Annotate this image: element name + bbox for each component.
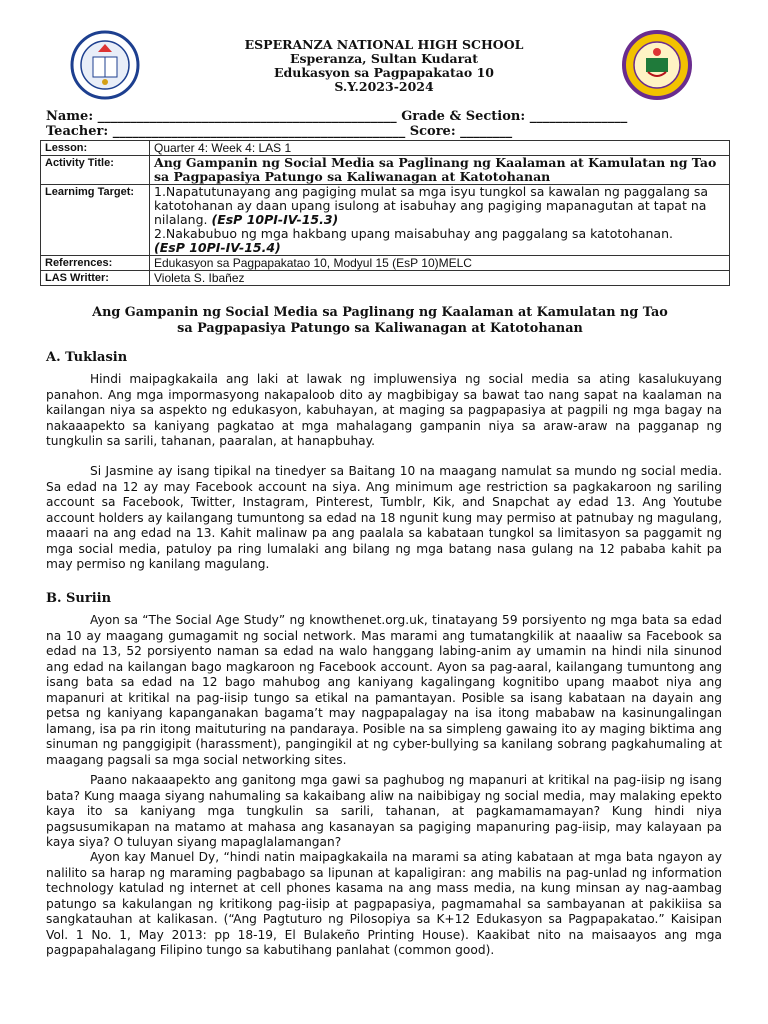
grade-line[interactable]: _______________	[529, 109, 628, 124]
section-b-heading: B. Suriin	[46, 591, 112, 606]
school-name: ESPERANZA NATIONAL HIGH SCHOOL	[244, 37, 524, 52]
teacher-line[interactable]: _____________________________________________	[112, 124, 406, 139]
document-header	[0, 30, 768, 100]
school-location: Esperanza, Sultan Kudarat	[289, 51, 479, 66]
main-title-line1: Ang Gampanin ng Social Media sa Paglinang ng Kaalaman at Kamulatan ng Tao	[92, 305, 668, 320]
teacher-row	[46, 124, 736, 139]
lesson-value: Quarter 4: Week 4: LAS 1	[150, 141, 730, 156]
activity-title-label: Activity Title:	[41, 156, 150, 185]
section-b-paragraph-2: Paano nakaaapekto ang ganitong mga gawi sa paghubog ng mapanuri at kritikal na pag-iisip ng isang bata? Kung maaga siyang nahumaling sa kakaibang aliw na naibibigay ng social media, may malaking epekto kaya ito sa kaniyang mga tungkulin sa sarili, tahanan, at pagkamamamayan? Kung hindi niya pagsusumikapan na matamo at mahasa ang kasanayan sa pagiging mapanuring pag-iisip, may kalayaan pa kaya siya? O tuluyan siyang mapaglalamangan?	[46, 773, 722, 849]
name-line[interactable]: ______________________________________________	[97, 109, 397, 124]
target-2-code: (EsP 10PI-IV-15.4)	[154, 240, 281, 255]
writer-value: Violeta S. Ibañez	[150, 271, 730, 286]
section-a-heading: A. Tuklasin	[46, 350, 128, 365]
table-row	[41, 156, 730, 185]
score-label: Score:	[409, 124, 456, 139]
subject-name: Edukasyon sa Pagpapakatao 10	[274, 65, 494, 80]
school-year: S.Y.2023-2024	[334, 79, 434, 94]
section-a-paragraph-1: Hindi maipagkakaila ang laki at lawak ng impluwensiya ng social media sa ating kasalukuyang panahon. Ang mga impormasyong nakapaloob dito ay magbibigay sa bawat tao nang sapat na kaalaman na kailangan niya sa aspekto ng edukasyon, kabuhayan, at maging sa pagpapasiya at pagpili ng mga bagay na nakaaapekto sa kaniyang pagkatao at mga mahalagang gampanin niya sa araw-araw na pagganap ng tungkulin sa sarili, tahanan, paaralan, at hanapbuhay.	[46, 372, 722, 448]
main-title-line2: sa Pagpapasiya Patungo sa Kaliwanagan at Katotohanan	[177, 321, 583, 336]
table-row	[41, 271, 730, 286]
score-line[interactable]: ________	[460, 124, 513, 139]
name-label: Name:	[46, 109, 94, 124]
table-row	[41, 256, 730, 271]
school-header-text	[0, 38, 768, 94]
table-row	[41, 141, 730, 156]
main-title	[30, 305, 730, 337]
section-b-paragraph-3: Ayon kay Manuel Dy, “hindi natin maipagkakaila na marami sa ating kabataan at mga bata ngayon ay nalilito sa harap ng maraming pagbabago sa lipunan at kapaligiran: ang mabilis na pag-unlad ng information technology katulad ng internet at cell phones kasama na ang mass media, na kung minsan ay nag-aambag patungo sa kakulangan ng kritikong pag-iisip at pagpapasiya, pagmamahal sa sambayanan at pakikiisa sa sangkatauhan at kalikasan. (“Ang Pagtuturo ng Pilosopiya sa K+12 Edukasyon sa Pagpapakatao.” Kaisipan Vol. 1 No. 1, May 2013: pp 18-19, El Bulakeño Printing House). Kaakibat nito na maisaayos ang mga pagpapahalagang Filipino tungo sa kabutihang panlahat (common good).	[46, 850, 722, 957]
name-row	[46, 109, 736, 124]
teacher-label: Teacher:	[46, 124, 109, 139]
section-a-paragraph-2: Si Jasmine ay isang tipikal na tinedyer sa Baitang 10 na maagang namulat sa mundo ng social media. Sa edad na 12 ay may Facebook account na siya. Ang minimum age restriction sa pagkakaroon ng sariling account sa Facebook, Twitter, Instagram, Pinterest, Tumblr, Kik, and Snapchat ay edad 13. Ang Youtube account holders ay kailangang tumuntong sa edad na 18 ngunit kung may permiso at patnubay ng magulang, maaari na ang edad na 13. Kahit malinaw pa ang paalala sa kabataan tungkol sa limitasyon sa paggamit ng mga social media, patuloy pa ring lumalaki ang bilang ng mga batang nasa gulang na 12 pababa kahit pa may permiso ng kanilang magulang.	[46, 464, 722, 571]
learning-target-label: Learnimg Target:	[41, 185, 150, 256]
references-label: Referrences:	[41, 256, 150, 271]
learning-target-value	[150, 185, 730, 256]
table-row	[41, 185, 730, 256]
target-2: 2.Nakabubuo ng mga hakbang upang maisabuhay ang paggalang sa katotohanan.	[154, 226, 673, 241]
target-1: 1.Napatutunayang ang pagiging mulat sa mga isyu tungkol sa kawalan ng paggalang sa katotohanan ay daan upang isulong at isabuhay ang pagiging mapanagutan at tapat na nilalang.	[154, 184, 709, 227]
lesson-label: Lesson:	[41, 141, 150, 156]
references-value: Edukasyon sa Pagpapakatao 10, Modyul 15 (EsP 10)MELC	[150, 256, 730, 271]
grade-label: Grade & Section:	[401, 109, 526, 124]
section-b-paragraph-1: Ayon sa “The Social Age Study” ng knowthenet.org.uk, tinatayang 59 porsiyento ng mga bata sa edad na 10 ay maagang gumagamit ng social network. Mas marami ang tumatangkilik at naaaliw sa Facebook sa edad na 13, 52 porsiyento naman sa edad na walo hanggang labing-anim ay umamin na hindi nila sinunod ang edad na kailangan bago magkaroon ng Facebook account. Ayon sa pag-aaral, kailangang tumuntong ang isang bata sa edad na 12 bago mahubog ang kaniyang kagalingang kognitibo upang maabot niya ang mapanuri at kritikal na pag-iisip tungo sa etikal na pamantayan. Posible sa isang kabataan na dayain ang petsa ng kaniyang kapanganakan bagama’t may nagpapalagay na isa itong mababaw na kasinungalingan lamang, isa pa rin itong maituturing na pandaraya. Posible na sa simpleng gawaing ito ay maging biktima ang sinuman ng panggigipit (harassment), pangingikil at ng cyber-bullying sa kanilang sobrang pagkahumaling at maagang pagsali sa mga social networking sites.	[46, 613, 722, 767]
las-info-table	[40, 140, 730, 286]
activity-title-value: Ang Gampanin ng Social Media sa Paglinang ng Kaalaman at Kamulatan ng Tao sa Pagpapasiya Patungo sa Kaliwanagan at Katotohanan	[150, 156, 730, 185]
target-1-code: (EsP 10PI-IV-15.3)	[211, 212, 339, 227]
writer-label: LAS Writter:	[41, 271, 150, 286]
